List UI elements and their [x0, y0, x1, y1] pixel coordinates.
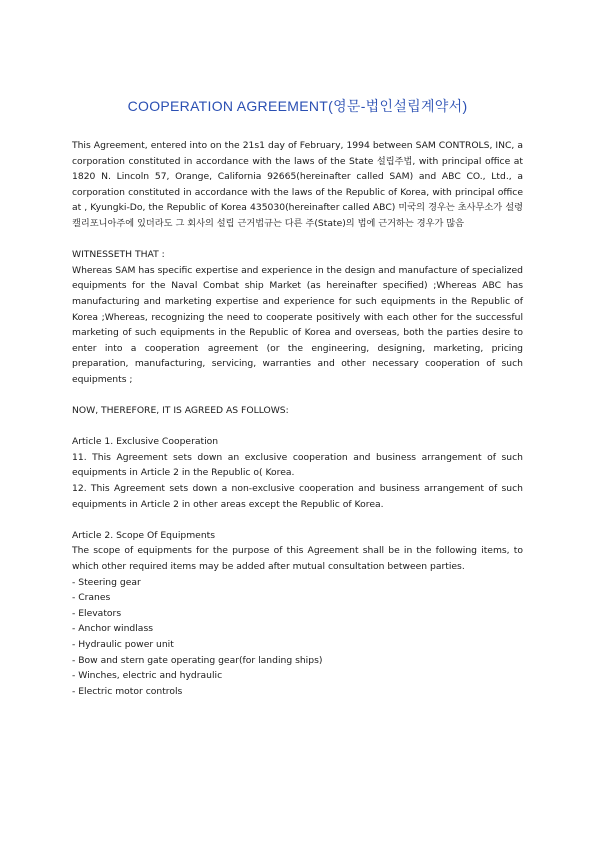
spacer	[72, 388, 523, 404]
article2-heading: Article 2. Scope Of Equipments	[72, 529, 216, 541]
list-item: - Anchor windlass	[72, 623, 154, 635]
document-body	[72, 138, 523, 699]
document-title: COOPERATION AGREEMENT(영문-법인설립계약서)	[127, 98, 468, 114]
list-item: - Cranes	[72, 592, 111, 604]
list-item: - Steering gear	[72, 576, 141, 588]
list-item: - Electric motor controls	[72, 685, 183, 697]
article1-heading: Article 1. Exclusive Cooperation	[72, 436, 219, 448]
spacer	[72, 419, 523, 435]
now-therefore-clause: NOW, THEREFORE, IT IS AGREED AS FOLLOWS:	[72, 405, 289, 417]
witnesseth-paragraph: Whereas SAM has specific expertise and experience in the design and manufacture of specialized equipments for the Naval Combat ship Market (as hereinafter specified) ;Whereas ABC has manufacturing and marketing expertise and experience for such equipments in the Republic of Korea ;Whereas, recognizing the need to cooperate positively with each other for the successful marketing of such equipments in the Republic of Korea and overseas, both the parties desire to enter into a cooperation agreement (or the engineering, designing, marketing, pricing preparation, manufacturing, servicing, warranties and other necessary cooperation of such equipments ;	[72, 264, 523, 385]
list-item: - Elevators	[72, 607, 122, 619]
witnesseth-heading: WITNESSETH THAT :	[72, 249, 165, 261]
list-item: - Hydraulic power unit	[72, 639, 174, 650]
intro-paragraph: This Agreement, entered into on the 21s1 day of February, 1994 between SAM CONTROLS, INC, a corporation constituted in accordance with the laws of the State 설립주법, with principal office at 1820 N. Lincoln 57, Orange, California 92665(hereinafter called SAM) and ABC CO., Ltd., a corporation constituted in accordance with the laws of the Republic of Korea, with principal office at , Kyungki-Do, the Republic of Korea 435030(hereinafter called ABC) 미국의 경우는 초사무소가 설령 캘리포니아주에 있더라도 그 회사의 설립 근거법규는 다른 주(State)의 법에 근거하는 경우가 많음	[72, 140, 523, 229]
article1-clause-12: 12. This Agreement sets down a non-exclusive cooperation and business arrangement of such equipments in Article 2 in other areas except the Republic of Korea.	[72, 483, 523, 510]
list-item: - Bow and stern gate operating gear(for landing ships)	[72, 654, 323, 666]
spacer	[72, 512, 523, 528]
spacer	[72, 232, 523, 248]
article2-paragraph: The scope of equipments for the purpose of this Agreement shall be in the following items, to which other required items may be added after mutual consultation between parties.	[72, 545, 523, 573]
article1-clause-11: 11. This Agreement sets down an exclusive cooperation and business arrangement of such equipments in Article 2 in the Republic o( Korea.	[72, 451, 523, 479]
list-item: - Winches, electric and hydraulic	[72, 670, 223, 682]
